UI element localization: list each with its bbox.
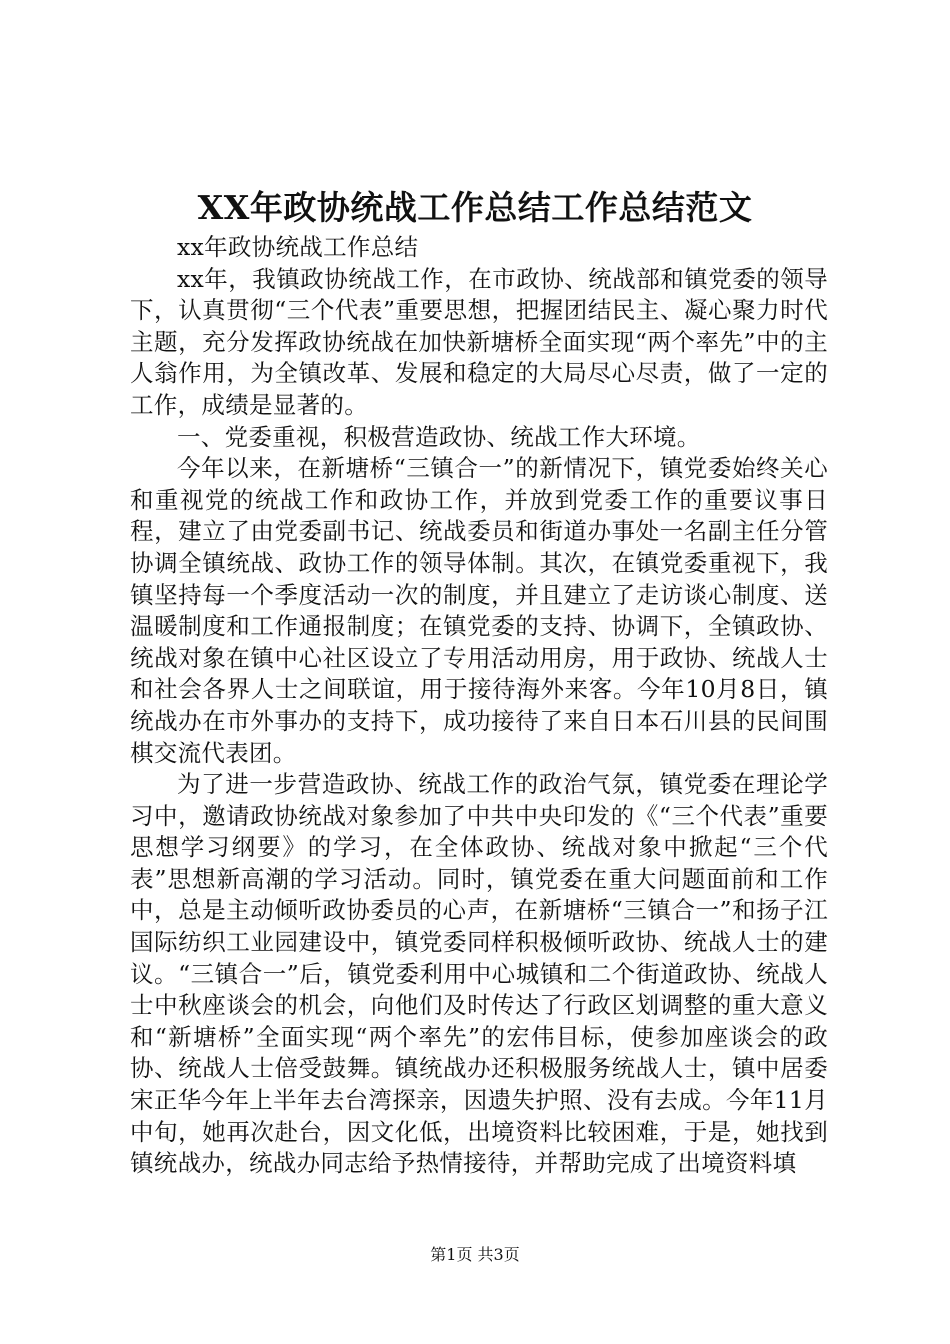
document-title: XX年政协统战工作总结工作总结范文 xyxy=(197,188,753,227)
document-body xyxy=(130,232,828,1180)
paragraph-body-1: 今年以来，在新塘桥“三镇合一”的新情况下，镇党委始终关心和重视党的统战工作和政协工作，并放到党委工作的重要议事日程，建立了由党委副书记、统战委员和街道办事处一名副主任分管协调全镇统战、政协工作的领导体制。其次，在镇党委重视下，我镇坚持每一个季度活动一次的制度，并且建立了走访谈心制度、送温暖制度和工作通报制度；在镇党委的支持、协调下，全镇政协、统战对象在镇中心社区设立了专用活动用房，用于政协、统战人士和社会各界人士之间联谊，用于接待海外来客。今年10月8日，镇统战办在市外事办的支持下，成功接待了来自日本石川县的民间围棋交流代表团。 xyxy=(130,454,828,767)
paragraph-body-2: 为了进一步营造政协、统战工作的政治气氛，镇党委在理论学习中，邀请政协统战对象参加了中共中央印发的《“三个代表”重要思想学习纲要》的学习，在全体政协、统战对象中掀起“三个代表”思想新高潮的学习活动。同时，镇党委在重大问题面前和工作中，总是主动倾听政协委员的心声，在新塘桥“三镇合一”和扬子江国际纺织工业园建设中，镇党委同样积极倾听政协、统战人士的建议。“三镇合一”后，镇党委利用中心城镇和二个街道政协、统战人士中秋座谈会的机会，向他们及时传达了行政区划调整的重大意义和“新塘桥”全面实现“两个率先”的宏伟目标，使参加座谈会的政协、统战人士倍受鼓舞。镇统战办还积极服务统战人士，镇中居委宋正华今年上半年去台湾探亲，因遗失护照、没有去成。今年11月中旬，她再次赴台，因文化低，出境资料比较困难，于是，她找到镇统战办，统战办同志给予热情接待，并帮助完成了出境资料填 xyxy=(130,770,828,1178)
paragraph-subtitle: xx年政协统战工作总结 xyxy=(177,233,419,261)
section-heading: 一、党委重视，积极营造政协、统战工作大环境。 xyxy=(177,422,701,451)
page-footer: 第1页 共3页 xyxy=(430,1245,520,1264)
paragraph-intro: xx年，我镇政协统战工作，在市政协、统战部和镇党委的领导下，认真贯彻“三个代表”重要思想，把握团结民主、凝心聚力时代主题，充分发挥政协统战在加快新塘桥全面实现“两个率先”中的主人翁作用，为全镇改革、发展和稳定的大局尽心尽责，做了一定的工作，成绩是显著的。 xyxy=(130,264,828,419)
